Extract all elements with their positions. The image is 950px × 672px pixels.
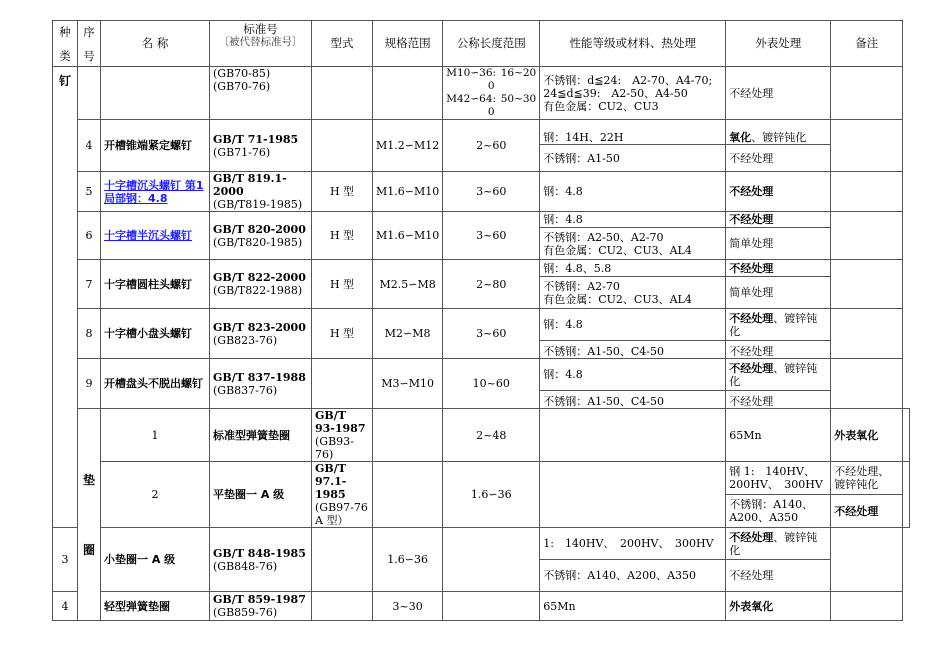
header-standard-sub: 〔被代替标准号〕 [218, 36, 303, 48]
row-length: 10~60 [443, 359, 540, 409]
row-surface: 外表氧化 [831, 409, 903, 462]
row-spec: 3~30 [373, 592, 443, 621]
table-row [53, 260, 910, 277]
row-surface: 不经处理 [726, 145, 831, 172]
row-type: H 型 [312, 309, 373, 359]
row-seq: 2 [101, 462, 210, 528]
row-grade: 钢：4.8 [540, 309, 726, 341]
row-grade: 钢：4.8 [540, 359, 726, 391]
table-row [53, 212, 910, 228]
row-seq: 4 [53, 592, 78, 621]
row-surface: 外表氧化 [726, 592, 831, 621]
kind-screw: 钉 [53, 67, 78, 528]
row-surface: 不经处理 [726, 560, 831, 592]
row-spec: M1.6∽M10 [373, 172, 443, 212]
row-name [101, 67, 210, 120]
table-row [53, 67, 910, 120]
header-kind: 种 类 [53, 21, 78, 67]
row-surface: 简单处理 [726, 228, 831, 260]
row-surface: 氧化、镀锌钝化 [726, 120, 831, 145]
table-row [53, 592, 910, 621]
row-grade: 钢 1: 140HV、 200HV、 300HV [726, 462, 831, 495]
row-remark [831, 67, 903, 120]
table-row [53, 528, 910, 560]
row-grade: 不锈钢：A140、A200、A350 [726, 495, 831, 528]
row-standard: GB/T 823-2000 (GB823-76) [210, 309, 312, 359]
row-length [540, 462, 726, 528]
row-remark [831, 260, 903, 309]
header-remark: 备注 [831, 21, 903, 67]
row-remark [831, 359, 903, 409]
row-seq: 1 [101, 409, 210, 462]
row-name: 小垫圈一 A 级 [101, 528, 210, 592]
row-name: 开槽锥端紧定螺钉 [101, 120, 210, 172]
row-type [373, 462, 443, 528]
row-spec: 1.6∽36 [373, 528, 443, 592]
row-type [312, 528, 373, 592]
row-name: 开槽盘头不脱出螺钉 [101, 359, 210, 409]
table-row [53, 172, 910, 212]
row-surface: 不经处理 [726, 260, 831, 277]
row-surface: 简单处理 [726, 277, 831, 309]
row-length: 2~80 [443, 260, 540, 309]
header-type: 型式 [312, 21, 373, 67]
table-row [53, 309, 910, 341]
row-length: 3~60 [443, 309, 540, 359]
row-name: 轻型弹簧垫圈 [101, 592, 210, 621]
row-length [540, 409, 726, 462]
row-surface: 不经处理 [831, 495, 903, 528]
row-length: M10∽36: 16~20 0 M42∽64: 50~30 0 [443, 67, 540, 120]
header-standard-title: 标准号 [243, 22, 278, 36]
row-grade: 不锈钢：A1-50、C4-50 [540, 341, 726, 359]
row-name-link[interactable]: 十字槽半沉头螺钉 [101, 212, 210, 260]
kind-washer: 垫 圈 [78, 409, 101, 621]
row-type: H 型 [312, 212, 373, 260]
row-seq: 5 [78, 172, 101, 212]
row-spec: 1.6∽36 [443, 462, 540, 528]
row-remark [831, 212, 903, 260]
row-remark [831, 309, 903, 359]
row-seq: 4 [78, 120, 101, 172]
row-length [443, 528, 540, 592]
row-standard: GB/T 837-1988 (GB837-76) [210, 359, 312, 409]
row-spec: M1.6∽M10 [373, 212, 443, 260]
row-spec: M1.2∽M12 [373, 120, 443, 172]
row-length: 3~60 [443, 212, 540, 260]
row-surface: 不经处理 [726, 172, 831, 212]
row-grade: 不锈钢：A2-50、A2-70 有色金属：CU2、CU3、AL4 [540, 228, 726, 260]
row-seq: 9 [78, 359, 101, 409]
row-surface: 不经处理 [726, 67, 831, 120]
row-spec: M2.5∽M8 [373, 260, 443, 309]
row-remark [903, 462, 910, 528]
row-grade: 钢：4.8 [540, 212, 726, 228]
row-remark [831, 528, 903, 592]
table-row [53, 359, 910, 391]
row-surface: 不经处理、镀锌钝化 [726, 359, 831, 391]
row-surface: 不经处理、镀锌钝化 [831, 462, 903, 495]
row-name: 平垫圈一 A 级 [210, 462, 312, 528]
row-standard: (GB70-85) (GB70-76) [210, 67, 312, 120]
row-standard: GB/T 71-1985 (GB71-76) [210, 120, 312, 172]
row-surface: 不经处理 [726, 391, 831, 409]
row-grade: 不锈钢：A1-50 [540, 145, 726, 172]
row-spec [373, 67, 443, 120]
row-type [312, 120, 373, 172]
header-grade: 性能等级或材料、热处理 [540, 21, 726, 67]
row-type: H 型 [312, 260, 373, 309]
table-row [53, 120, 910, 145]
header-seq: 序 号 [78, 21, 101, 67]
row-seq [78, 67, 101, 120]
fastener-spec-table [52, 20, 910, 621]
table-row [53, 462, 910, 495]
row-surface: 不经处理 [726, 212, 831, 228]
row-grade: 不锈钢：d≦24: A2-70、A4-70; 24≦d≦39: A2-50、A4-50 有色金属：CU2、CU3 [540, 67, 726, 120]
row-standard: GB/T 93-1987 (GB93-76) [312, 409, 373, 462]
row-type [312, 359, 373, 409]
row-spec: M2∽M8 [373, 309, 443, 359]
row-surface: 不经处理 [726, 341, 831, 359]
row-seq: 8 [78, 309, 101, 359]
header-name: 名 称 [101, 21, 210, 67]
row-remark [831, 120, 903, 172]
row-spec: M3∽M10 [373, 359, 443, 409]
header-surface: 外表处理 [726, 21, 831, 67]
row-seq: 6 [78, 212, 101, 260]
row-spec: 2~48 [443, 409, 540, 462]
header-spec: 规格范围 [373, 21, 443, 67]
row-standard: GB/T 822-2000 (GB/T822-1988) [210, 260, 312, 309]
row-type [312, 67, 373, 120]
row-standard: GB/T 819.1-2000 (GB/T819-1985) [210, 172, 312, 212]
row-remark [831, 172, 903, 212]
row-remark [903, 409, 910, 462]
row-standard: GB/T 859-1987 (GB859-76) [210, 592, 312, 621]
row-grade: 钢：14H、22H [540, 120, 726, 145]
row-type [312, 592, 373, 621]
row-remark [831, 592, 903, 621]
row-name: 标准型弹簧垫圈 [210, 409, 312, 462]
row-grade: 钢：4.8、5.8 [540, 260, 726, 277]
header-row [53, 21, 910, 67]
row-grade: 65Mn [726, 409, 831, 462]
row-type: H 型 [312, 172, 373, 212]
row-seq: 7 [78, 260, 101, 309]
row-surface: 不经处理、镀锌钝化 [726, 309, 831, 341]
row-length: 3~60 [443, 172, 540, 212]
row-type [373, 409, 443, 462]
row-name: 十字槽小盘头螺钉 [101, 309, 210, 359]
table-row [53, 409, 910, 462]
row-name-link[interactable]: 十字槽沉头螺钉 第1局部钢：4.8 [101, 172, 210, 212]
row-grade: 不锈钢：A1-50、C4-50 [540, 391, 726, 409]
row-surface: 不经处理、镀锌钝化 [726, 528, 831, 560]
row-standard: GB/T 97.1-1985 (GB97-76 A 型） [312, 462, 373, 528]
row-grade: 65Mn [540, 592, 726, 621]
row-seq: 3 [53, 528, 78, 592]
row-grade: 不锈钢：A140、A200、A350 [540, 560, 726, 592]
row-grade: 1: 140HV、 200HV、 300HV [540, 528, 726, 560]
header-standard [210, 21, 312, 67]
row-grade: 钢：4.8 [540, 172, 726, 212]
row-standard: GB/T 848-1985 (GB848-76) [210, 528, 312, 592]
row-length: 2~60 [443, 120, 540, 172]
header-length: 公称长度范围 [443, 21, 540, 67]
row-length [443, 592, 540, 621]
row-name: 十字槽圆柱头螺钉 [101, 260, 210, 309]
row-standard: GB/T 820-2000 (GB/T820-1985) [210, 212, 312, 260]
row-grade: 不锈钢：A2-70 有色金属：CU2、CU3、AL4 [540, 277, 726, 309]
